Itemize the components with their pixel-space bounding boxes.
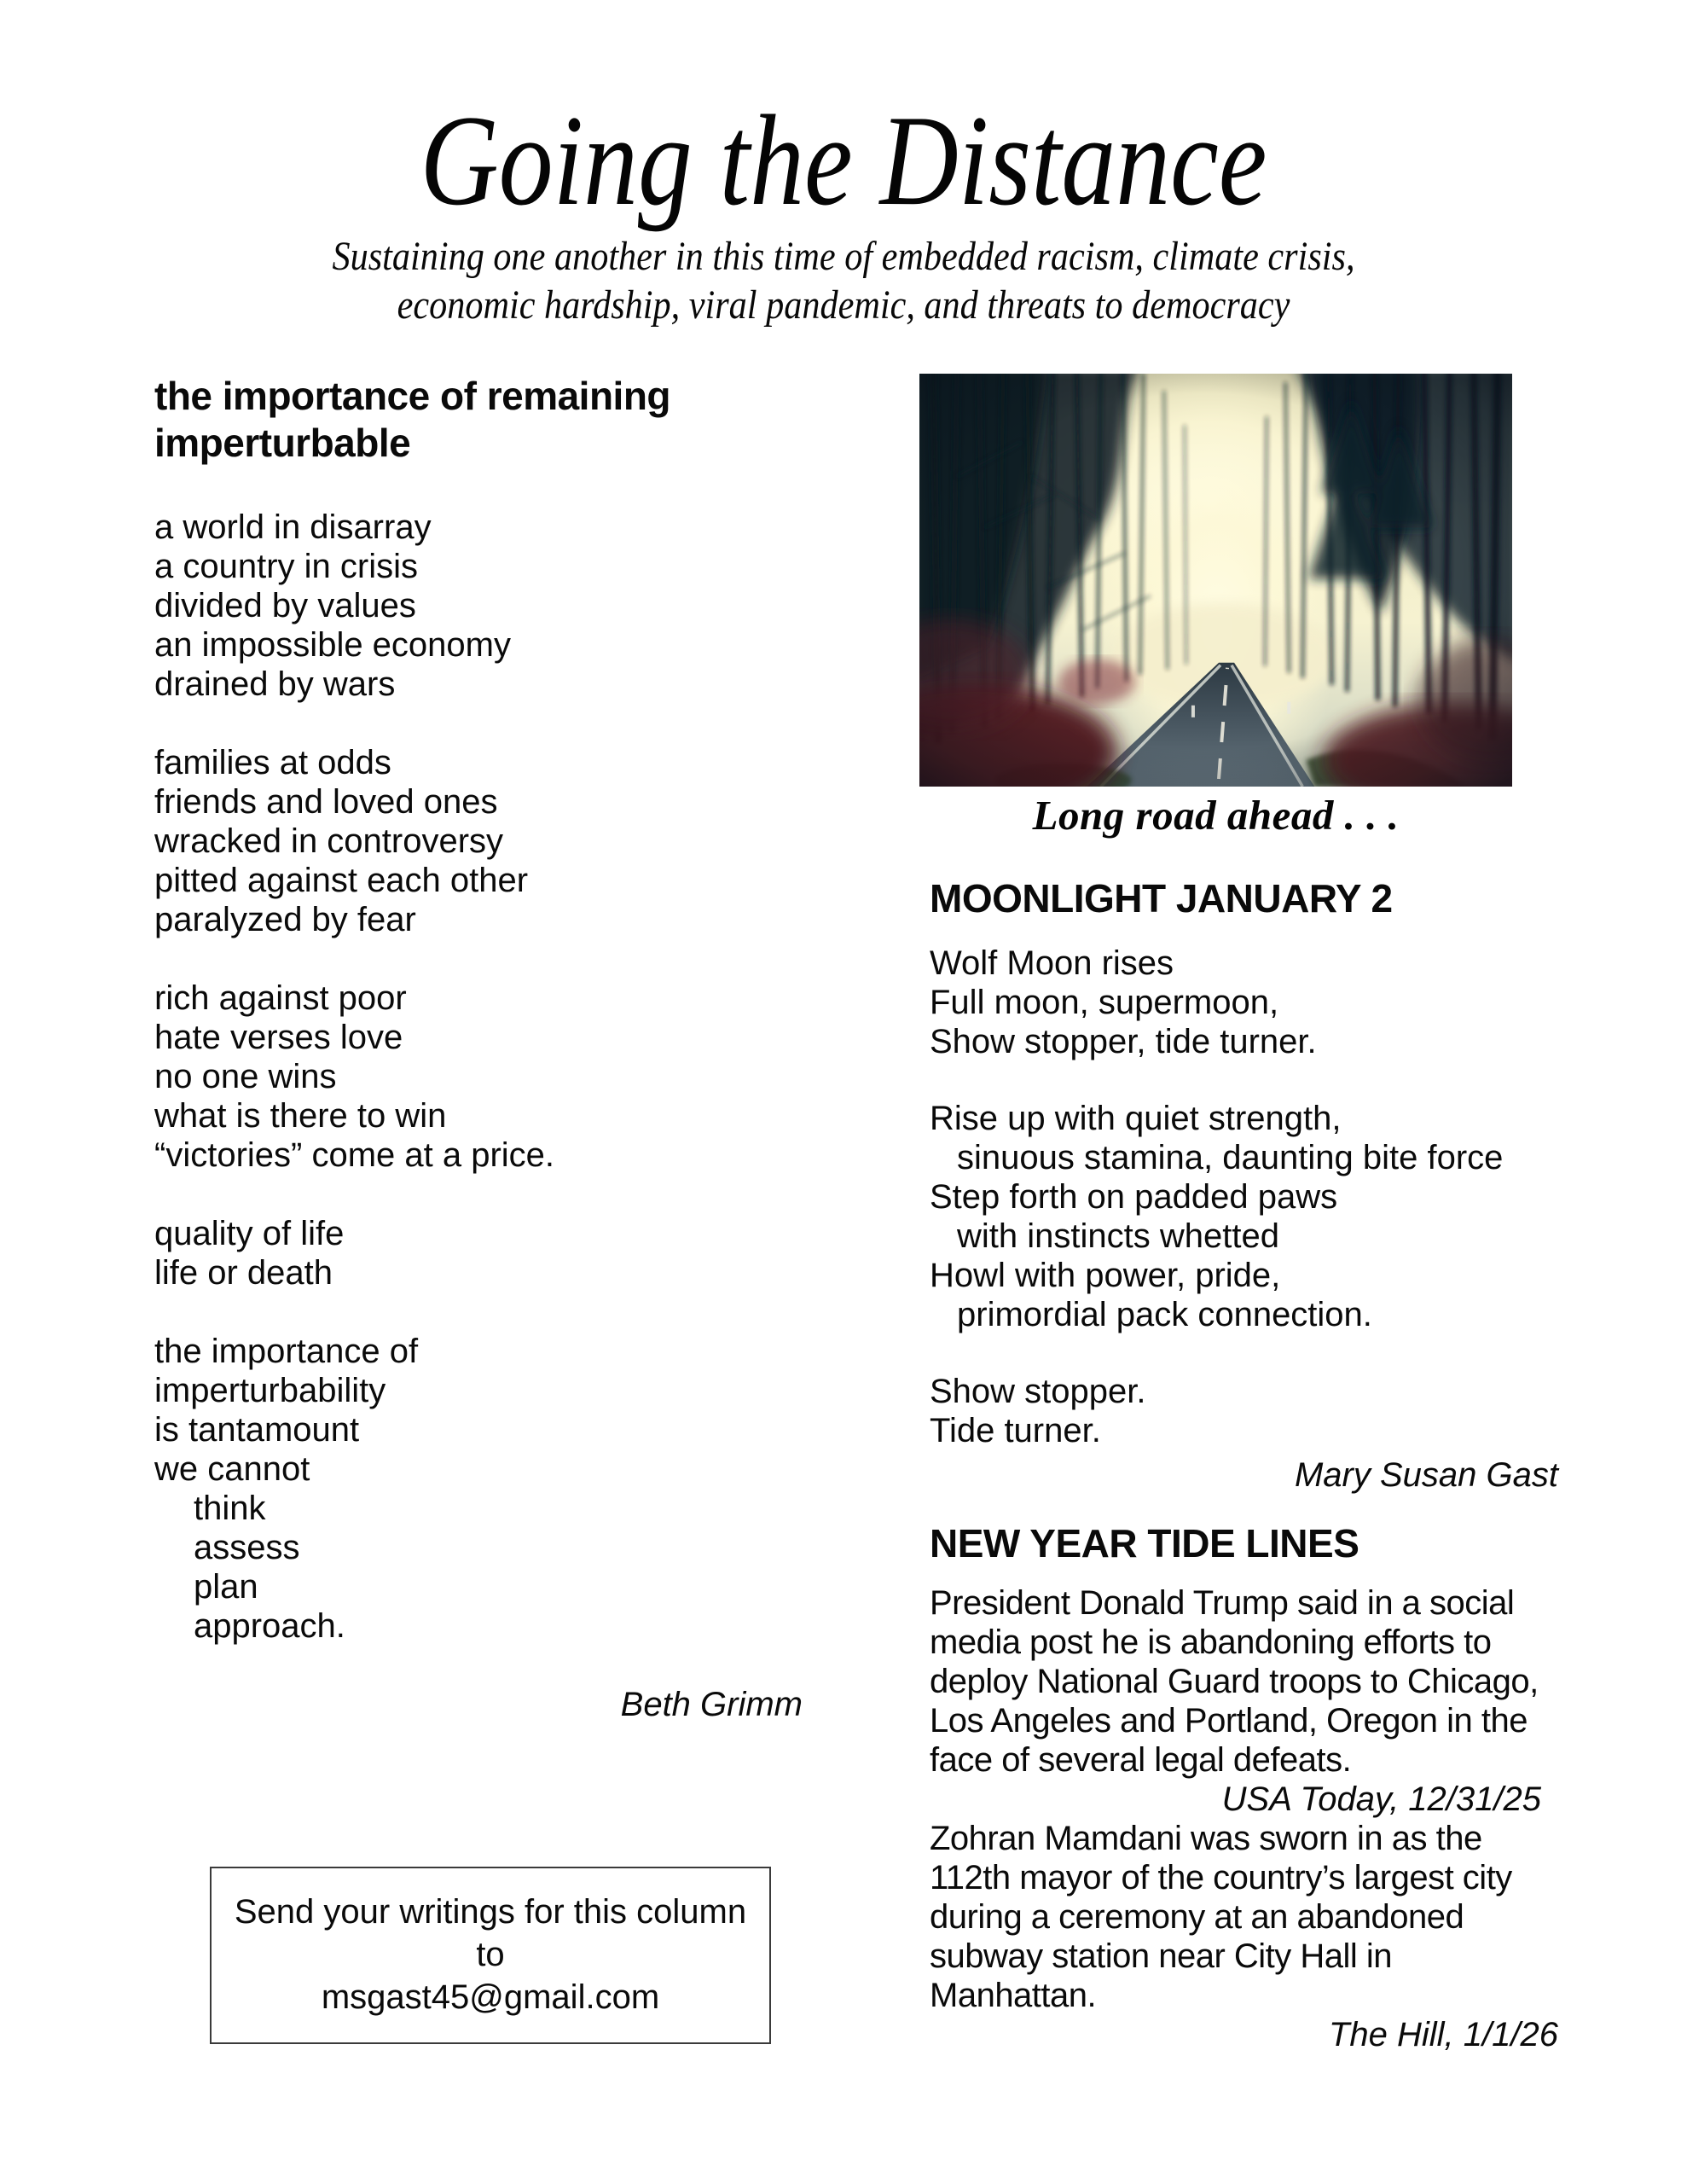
poem-title-line: the importance of remaining [154,374,671,418]
tidelines-heading: NEW YEAR TIDE LINES [930,1521,1359,1565]
poem-line: is tantamount [154,1411,360,1449]
poem-line: families at odds [154,744,391,781]
poem-line: Rise up with quiet strength, [930,1100,1342,1137]
poem-line: Tide turner. [930,1412,1101,1449]
poem-line: Full moon, supermoon, [930,984,1279,1021]
poem-stanza [930,1099,1565,1334]
poem-line: plan [194,1568,258,1606]
forest-road-photo [919,374,1512,787]
poem-line: friends and loved ones [154,783,498,821]
poem-line: sinuous stamina, daunting bite force [957,1139,1504,1176]
poem-line: Wolf Moon rises [930,944,1174,982]
left-column [154,373,832,1724]
poem-line: wracked in controversy [154,822,504,860]
subtitle-line: Sustaining one another in this time of embedded racism, climate crisis, [332,234,1355,279]
page-subtitle [101,232,1586,329]
poem-stanza [930,944,1565,1061]
poem-line: a country in crisis [154,548,418,585]
poem-line: pitted against each other [154,862,529,899]
poem-line: think [194,1490,266,1527]
poem-stanza [154,979,832,1175]
forest-road-illustration [919,374,1512,787]
photo-caption: Long road ahead . . . [1032,792,1400,839]
poem-line: drained by wars [154,665,396,703]
poem-line: Howl with power, pride, [930,1257,1281,1294]
poem-line: primordial pack connection. [957,1296,1372,1333]
poem-line: Step forth on padded paws [930,1178,1338,1216]
right-column [930,875,1565,2054]
news-citation-the-hill: The Hill, 1/1/26 [1328,2016,1558,2053]
poem-line: the importance of [154,1333,419,1370]
poem-line: quality of life [154,1215,345,1252]
submissions-box [210,1867,771,2044]
poem-line: a world in disarray [154,508,432,546]
subtitle-line: economic hardship, viral pandemic, and threats to democracy [397,282,1290,328]
poem-title-line: imperturbable [154,421,411,465]
poem-line: assess [194,1529,300,1566]
poem-line: divided by values [154,587,416,624]
poem-line: Show stopper, tide turner. [930,1023,1317,1060]
poem-line: approach. [194,1607,345,1645]
poem-line: imperturbability [154,1372,386,1409]
poem-line: life or death [154,1254,333,1292]
poem-author-beth-grimm: Beth Grimm [620,1686,803,1723]
poem-line: what is there to win [154,1097,447,1135]
moonlight-heading: MOONLIGHT JANUARY 2 [930,876,1393,921]
poem-author-mary-susan-gast: Mary Susan Gast [1294,1456,1558,1494]
poem-title-imperturbable [154,373,832,467]
poem-stanza [154,1332,832,1646]
page-title: Going the Distance [420,89,1267,232]
submissions-text: Send your writings for this column to [234,1893,747,1973]
poem-line: paralyzed by fear [154,901,416,938]
poem-line: Show stopper. [930,1373,1146,1410]
poem-stanza [154,508,832,704]
poem-line: we cannot [154,1450,310,1488]
poem-line: hate verses love [154,1019,403,1056]
poem-line: no one wins [154,1058,337,1095]
poem-stanza [930,1372,1565,1450]
poem-line: an impossible economy [154,626,511,664]
news-citation-usa-today: USA Today, 12/31/25 [1221,1780,1541,1818]
email-address: msgast45@gmail.com [321,1978,660,2016]
poem-stanza [154,743,832,939]
poem-line: rich against poor [154,979,407,1017]
poem-line: “victories” come at a price. [154,1136,555,1174]
poem-stanza [154,1214,832,1292]
poem-line: with instincts whetted [957,1217,1279,1255]
news-item-trump-guard: President Donald Trump said in a social media post he is abandoning efforts to deploy National Guard troops to Chicago, Los Angeles and Portland, Oregon in the face of several legal defeats. [930,1584,1539,1779]
news-item-mamdani-sworn-in: Zohran Mamdani was sworn in as the 112th mayor of the country’s largest city during a ceremony at an abandoned subway station near City Hall in Manhattan. [930,1820,1512,2014]
